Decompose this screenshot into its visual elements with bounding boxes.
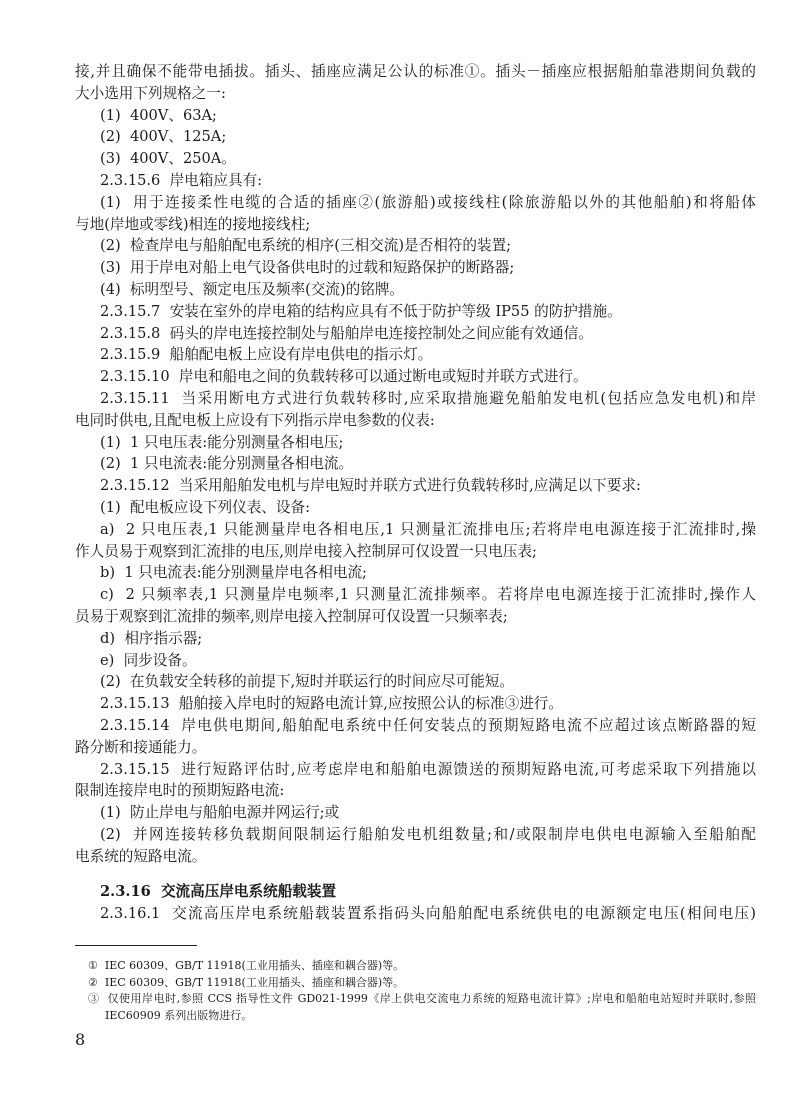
footnote: ① IEC 60309、GB/T 11918(工业用插头、插座和耦合器)等。	[88, 959, 405, 972]
text-line: (1) 1 只电压表:能分别测量各相电压;	[100, 433, 344, 451]
section-gap	[75, 867, 756, 881]
text-line: 2.3.15.10 岸电和船电之间的负载转移可以通过断电或短时并联方式进行。	[100, 368, 588, 386]
text-line: (2) 并网连接转移负载期间限制运行船舶发电机组数量;和/或限制岸电供电电源输入至船舶配	[100, 825, 756, 843]
text-line: 与地(岸地或零线)相连的接地接线柱;	[75, 215, 311, 233]
text-line: c) 2 只频率表,1 只测量岸电频率,1 只测量汇流排频率。若将岸电电源连接于汇流排时,操作人	[100, 586, 756, 604]
text-line: 2.3.15.6 岸电箱应具有:	[100, 171, 263, 189]
text-line: 2.3.15.7 安装在室外的岸电箱的结构应具有不低于防护等级 IP55 的防护措施。	[100, 302, 622, 320]
footnote-separator	[75, 945, 197, 946]
text-line: 2.3.15.11 当采用断电方式进行负载转移时,应采取措施避免船舶发电机(包括应急发电机)和岸	[100, 389, 756, 407]
text-line: 电同时供电,且配电板上应设有下列指示岸电参数的仪表:	[75, 411, 435, 429]
text-line: 作人员易于观察到汇流排的电压,则岸电接入控制屏可仅设置一只电压表;	[75, 542, 537, 560]
text-line: (1) 用于连接柔性电缆的合适的插座②(旅游船)或接线柱(除旅游船以外的其他船舶)和将船体	[100, 193, 756, 211]
section-heading: 2.3.16 交流高压岸电系统船载装置	[100, 883, 337, 901]
text-line: e) 同步设备。	[100, 651, 197, 669]
text-line: 限制连接岸电时的预期短路电流:	[75, 782, 285, 800]
text-line: (1) 防止岸电与船舶电源并网运行;或	[100, 804, 340, 822]
body-text	[75, 61, 756, 925]
text-line: 2.3.15.14 岸电供电期间,船舶配电系统中任何安装点的预期短路电流不应超过该点断路器的短	[100, 716, 756, 734]
text-line: (1) 400V、63A;	[100, 106, 217, 124]
text-line: (3) 用于岸电对船上电气设备供电时的过载和短路保护的断路器;	[100, 259, 515, 277]
text-line: 2.3.15.12 当采用船舶发电机与岸电短时并联方式进行负载转移时,应满足以下要求:	[100, 477, 641, 495]
text-line: 2.3.16.1 交流高压岸电系统船载装置系指码头向船舶配电系统供电的电源额定电压(相间电压)	[100, 905, 756, 923]
text-line: (3) 400V、250A。	[100, 150, 236, 168]
text-line: 接,并且确保不能带电插拔。插头、插座应满足公认的标准①。插头－插座应根据船舶靠港期间负载的	[75, 63, 756, 80]
footnotes	[88, 958, 756, 1024]
text-line: (2) 400V、125A;	[100, 128, 227, 146]
text-line: 2.3.15.13 船舶接入岸电时的短路电流计算,应按照公认的标准③进行。	[100, 695, 563, 713]
text-line: 路分断和接通能力。	[75, 738, 207, 756]
text-line: (1) 配电板应设下列仪表、设备:	[100, 498, 310, 516]
text-line: b) 1 只电流表:能分别测量岸电各相电流;	[100, 564, 367, 582]
text-line: 2.3.15.8 码头的岸电连接控制处与船舶岸电连接控制处之间应能有效通信。	[100, 324, 593, 342]
footnote: IEC60909 系列出版物进行。	[105, 1008, 253, 1022]
text-line: d) 相序指示器;	[100, 629, 203, 647]
text-line: (2) 检查岸电与船舶配电系统的相序(三相交流)是否相符的装置;	[100, 237, 512, 255]
text-line: 2.3.15.15 进行短路评估时,应考虑岸电和船舶电源馈送的预期短路电流,可考虑采取下列措施以	[100, 760, 756, 778]
text-line: (2) 在负载安全转移的前提下,短时并联运行的时间应尽可能短。	[100, 673, 515, 691]
page-number: 8	[75, 1030, 86, 1049]
text-line: (2) 1 只电流表:能分别测量各相电流。	[100, 455, 354, 473]
footnote: ② IEC 60309、GB/T 11918(工业用插头、插座和耦合器)等。	[88, 975, 405, 989]
text-line: 员易于观察到汇流排的频率,则岸电接入控制屏可仅设置一只频率表;	[75, 607, 508, 625]
text-line: a) 2 只电压表,1 只能测量岸电各相电压,1 只测量汇流排电压;若将岸电电源连接于汇流排时,操	[100, 520, 756, 538]
text-line: 2.3.15.9 船舶配电板上应设有岸电供电的指示灯。	[100, 346, 433, 364]
text-line: 电系统的短路电流。	[75, 847, 207, 865]
text-line: 大小选用下列规格之一:	[75, 84, 226, 102]
footnote: ③ 仅使用岸电时,参照 CCS 指导性文件 GD021-1999《岸上供电交流电力系统的短路电流计算》;岸电和船舶电站短时并联时,参照	[88, 992, 756, 1005]
text-line: (4) 标明型号、额定电压及频率(交流)的铭牌。	[100, 280, 405, 298]
